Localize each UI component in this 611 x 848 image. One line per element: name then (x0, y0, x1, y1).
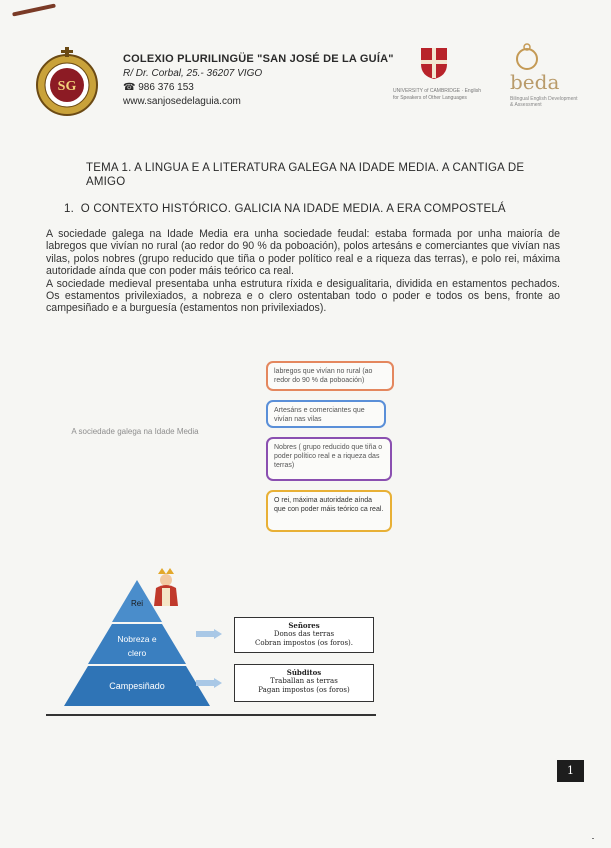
pyramid-label-nobreza-2: clero (127, 648, 147, 658)
paragraph-2: A sociedade medieval presentaba unha estrutura ríxida e desigualitaria, dividida en estamentos pechados. Os estamentos privilexiados, a nobreza e o clero ostentaban todo o poder e todos os bens, fronte ao campesiñado e a burguesía (estamentos non privilexiados). (46, 277, 560, 315)
lords-line-1: Donos das terras (273, 630, 335, 638)
section-title: O CONTEXTO HISTÓRICO. GALICIA NA IDADE MEDIA. A ERA COMPOSTELÁ (80, 203, 506, 215)
cambridge-crest-icon (419, 46, 449, 80)
pyramid-level-nobreza (88, 624, 186, 664)
school-website: www.sanjosedelaguia.com (123, 96, 241, 107)
king-icon (150, 566, 182, 608)
lords-line-2: Cobran impostos (os foros). (255, 639, 353, 647)
lords-box (234, 617, 374, 653)
pyramid-label-nobreza-1: Nobreza e (117, 634, 157, 644)
social-pyramid (62, 578, 212, 708)
school-name: COLEXIO PLURILINGÜE "SAN JOSÉ DE LA GUÍA" (123, 53, 394, 65)
arrow-right-icon (196, 678, 222, 688)
lords-title: Señores (288, 621, 320, 630)
phone-icon: ☎ (123, 82, 139, 93)
mindmap-branch-artesans: Artesáns e comerciantes que vivían nas vilas (266, 400, 386, 428)
school-address: R/ Dr. Corbal, 25.- 36207 VIGO (123, 68, 263, 79)
beda-text: beda (510, 70, 560, 94)
cambridge-text: UNIVERSITY of CAMBRIDGE · English for Speakers of Other Languages (393, 88, 481, 101)
svg-text:SG: SG (57, 79, 77, 94)
divider (46, 714, 376, 716)
subjects-line-2: Pagan impostos (os foros) (258, 686, 350, 694)
subjects-line-1: Traballan as terras (270, 677, 338, 685)
section-heading (64, 203, 534, 215)
pyramid-label-campesinado: Campesiñado (109, 681, 165, 691)
pen-mark (12, 3, 56, 16)
mindmap-branch-nobres: Nobres ( grupo reducido que tiña o poder político real e a riqueza das terras) (266, 437, 392, 481)
scan-mark (592, 838, 594, 839)
mindmap-branch-labregos: labregos que vivían no rural (ao redor do 90 % da poboación) (266, 361, 394, 391)
paragraph-1: A sociedade galega na Idade Media era unha sociedade feudal: estaba formada por unha maioría de labregos que vivían no rural (ao redor do 90 % da poboación), polos artesáns e comerciantes que vivían nas vilas, polos nobres (grupo reducido que tiña o poder político real e a riqueza das terras), e polo rei, máxima autoridade aínda que con poder máis teórico ca real. (46, 228, 560, 278)
pyramid-label-rei: Rei (130, 599, 144, 608)
mindmap-branch-rei: O rei, máxima autoridade aínda que con poder máis teórico ca real. (266, 490, 392, 532)
school-logo-icon (30, 45, 104, 119)
subjects-title: Súbditos (286, 668, 322, 677)
page-number: 1 (557, 760, 584, 782)
arrow-right-icon (196, 629, 222, 639)
subjects-box (234, 664, 374, 702)
school-phone-row (123, 82, 194, 93)
body-text (46, 228, 560, 315)
section-number: 1. (64, 203, 74, 215)
beda-logo-icon (512, 42, 542, 72)
beda-subtext: Bilingual English Development & Assessment (510, 96, 578, 108)
mindmap-root: A sociedade galega na Idade Media (71, 427, 199, 436)
tema-title: TEMA 1. A LINGUA E A LITERATURA GALEGA NA IDADE MEDIA. A CANTIGA DE AMIGO (86, 162, 525, 188)
school-phone: 986 376 153 (138, 82, 194, 93)
